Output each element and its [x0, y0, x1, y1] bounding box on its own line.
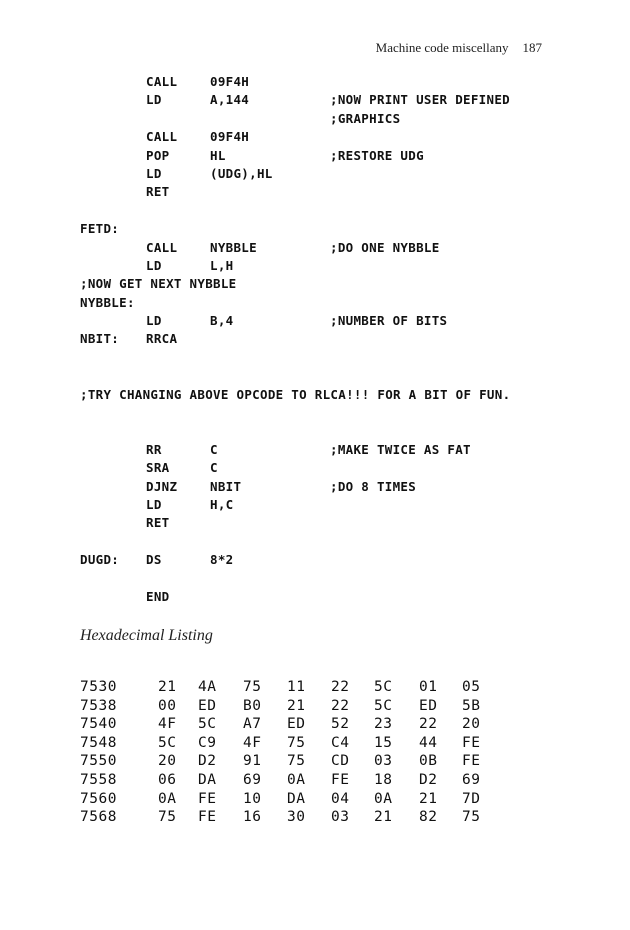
hex-byte: 69 — [462, 771, 481, 788]
hex-byte: DA — [198, 771, 217, 788]
hex-byte: 05 — [462, 679, 481, 695]
hex-byte: 16 — [243, 809, 262, 826]
code-opcode: LD — [146, 165, 162, 181]
hex-byte: 06 — [158, 771, 177, 788]
code-label: FETD: — [80, 221, 120, 237]
hex-byte: 52 — [331, 716, 350, 733]
hex-byte: 7D — [462, 790, 481, 807]
code-opcode: RR — [146, 441, 162, 457]
hex-byte: 0A — [158, 790, 177, 807]
code-opcode: RRCA — [146, 331, 178, 347]
hex-byte: 0A — [374, 790, 393, 807]
hex-byte: D2 — [198, 753, 217, 770]
hex-byte: 21 — [158, 679, 177, 695]
code-operand: C — [210, 460, 218, 476]
hex-byte: B0 — [243, 697, 262, 714]
hex-byte: 5C — [158, 734, 177, 751]
code-comment: ;MAKE TWICE AS FAT — [330, 441, 471, 457]
hex-byte: 15 — [374, 734, 393, 751]
hex-byte: 5C — [198, 716, 217, 733]
code-opcode: CALL — [146, 129, 178, 145]
hex-byte: FE — [331, 771, 350, 788]
hex-byte: 21 — [287, 697, 306, 714]
hex-byte: 03 — [374, 753, 393, 770]
hex-byte: ED — [287, 716, 306, 733]
code-label: NYBBLE: — [80, 294, 135, 310]
hex-byte: 30 — [287, 809, 306, 826]
hex-byte: 23 — [374, 716, 393, 733]
code-operand: H,C — [210, 496, 234, 512]
code-opcode: CALL — [146, 74, 178, 89]
hex-byte: 5B — [462, 697, 481, 714]
hex-byte: 44 — [419, 734, 438, 751]
hex-byte: 5C — [374, 697, 393, 714]
code-label: DUGD: — [80, 552, 120, 568]
hex-byte: C9 — [198, 734, 217, 751]
code-operand: C — [210, 441, 218, 457]
code-operand: (UDG),HL — [210, 165, 273, 181]
code-operand: 09F4H — [210, 129, 250, 145]
hex-byte: CD — [331, 753, 350, 770]
code-opcode: RET — [146, 184, 170, 200]
hex-byte: 4A — [198, 679, 217, 695]
code-opcode: CALL — [146, 239, 178, 255]
hex-byte: 00 — [158, 697, 177, 714]
code-operand: NBIT — [210, 478, 242, 494]
hex-byte: 75 — [462, 809, 481, 826]
code-opcode: RET — [146, 515, 170, 531]
code-opcode: SRA — [146, 460, 170, 476]
page-header — [376, 40, 542, 56]
code-comment: ;GRAPHICS — [330, 110, 401, 126]
code-opcode: DJNZ — [146, 478, 178, 494]
hex-byte: FE — [198, 809, 217, 826]
code-opcode: LD — [146, 92, 162, 108]
hex-address: 7560 — [80, 790, 117, 807]
hex-byte: 91 — [243, 753, 262, 770]
hex-byte: 20 — [462, 716, 481, 733]
code-opcode: DS — [146, 552, 162, 568]
page-number: 187 — [522, 40, 542, 55]
hex-byte: DA — [287, 790, 306, 807]
hex-byte: D2 — [419, 771, 438, 788]
hex-byte: 75 — [243, 679, 262, 695]
code-comment-line: ;TRY CHANGING ABOVE OPCODE TO RLCA!!! FOR A BIT OF FUN. — [80, 386, 511, 402]
hex-byte: 0A — [287, 771, 306, 788]
code-comment: ;DO 8 TIMES — [330, 478, 417, 494]
code-operand: B,4 — [210, 313, 234, 329]
code-opcode: POP — [146, 147, 170, 163]
hex-byte: ED — [419, 697, 438, 714]
hex-byte: A7 — [243, 716, 262, 733]
code-comment-line: ;NOW GET NEXT NYBBLE — [80, 276, 237, 292]
hex-byte: FE — [198, 790, 217, 807]
hex-byte: 4F — [158, 716, 177, 733]
hex-byte: FE — [462, 734, 481, 751]
hex-byte: 75 — [287, 734, 306, 751]
hex-byte: 69 — [243, 771, 262, 788]
code-comment: ;NOW PRINT USER DEFINED — [330, 92, 510, 108]
hex-byte: 4F — [243, 734, 262, 751]
hex-byte: 82 — [419, 809, 438, 826]
hex-byte: 10 — [243, 790, 262, 807]
hex-byte: 22 — [331, 679, 350, 695]
code-operand: HL — [210, 147, 226, 163]
hex-byte: 20 — [158, 753, 177, 770]
hex-address: 7538 — [80, 697, 117, 714]
code-opcode: LD — [146, 313, 162, 329]
hex-byte: 22 — [419, 716, 438, 733]
code-comment: ;DO ONE NYBBLE — [330, 239, 440, 255]
hex-byte: 5C — [374, 679, 393, 695]
hex-byte: 21 — [419, 790, 438, 807]
hex-byte: 0B — [419, 753, 438, 770]
code-comment: ;NUMBER OF BITS — [330, 313, 448, 329]
hex-byte: FE — [462, 753, 481, 770]
hex-byte: 04 — [331, 790, 350, 807]
code-opcode: LD — [146, 496, 162, 512]
code-opcode: END — [146, 588, 170, 604]
code-operand: A,144 — [210, 92, 250, 108]
hex-address: 7540 — [80, 716, 117, 733]
hex-byte: 75 — [158, 809, 177, 826]
hex-byte: 18 — [374, 771, 393, 788]
running-title: Machine code miscellany — [375, 40, 509, 55]
hex-address: 7558 — [80, 771, 117, 788]
hex-address: 7550 — [80, 753, 117, 770]
hex-address: 7530 — [80, 679, 117, 695]
hex-byte: 01 — [419, 679, 438, 695]
code-operand: 8*2 — [210, 552, 234, 568]
hex-byte: ED — [198, 697, 217, 714]
code-comment: ;RESTORE UDG — [330, 147, 424, 163]
code-operand: L,H — [210, 257, 234, 273]
hex-byte: 21 — [374, 809, 393, 826]
hex-byte: 75 — [287, 753, 306, 770]
hex-byte: 11 — [287, 679, 306, 695]
hex-byte: 22 — [331, 697, 350, 714]
hex-address: 7548 — [80, 734, 117, 751]
code-opcode: LD — [146, 257, 162, 273]
hex-byte: 03 — [331, 809, 350, 826]
code-operand: NYBBLE — [210, 239, 257, 255]
hex-address: 7568 — [80, 809, 117, 826]
code-label: NBIT: — [80, 331, 120, 347]
hex-byte: C4 — [331, 734, 350, 751]
code-operand: 09F4H — [210, 74, 250, 89]
hex-listing-title: Hexadecimal Listing — [80, 627, 213, 644]
